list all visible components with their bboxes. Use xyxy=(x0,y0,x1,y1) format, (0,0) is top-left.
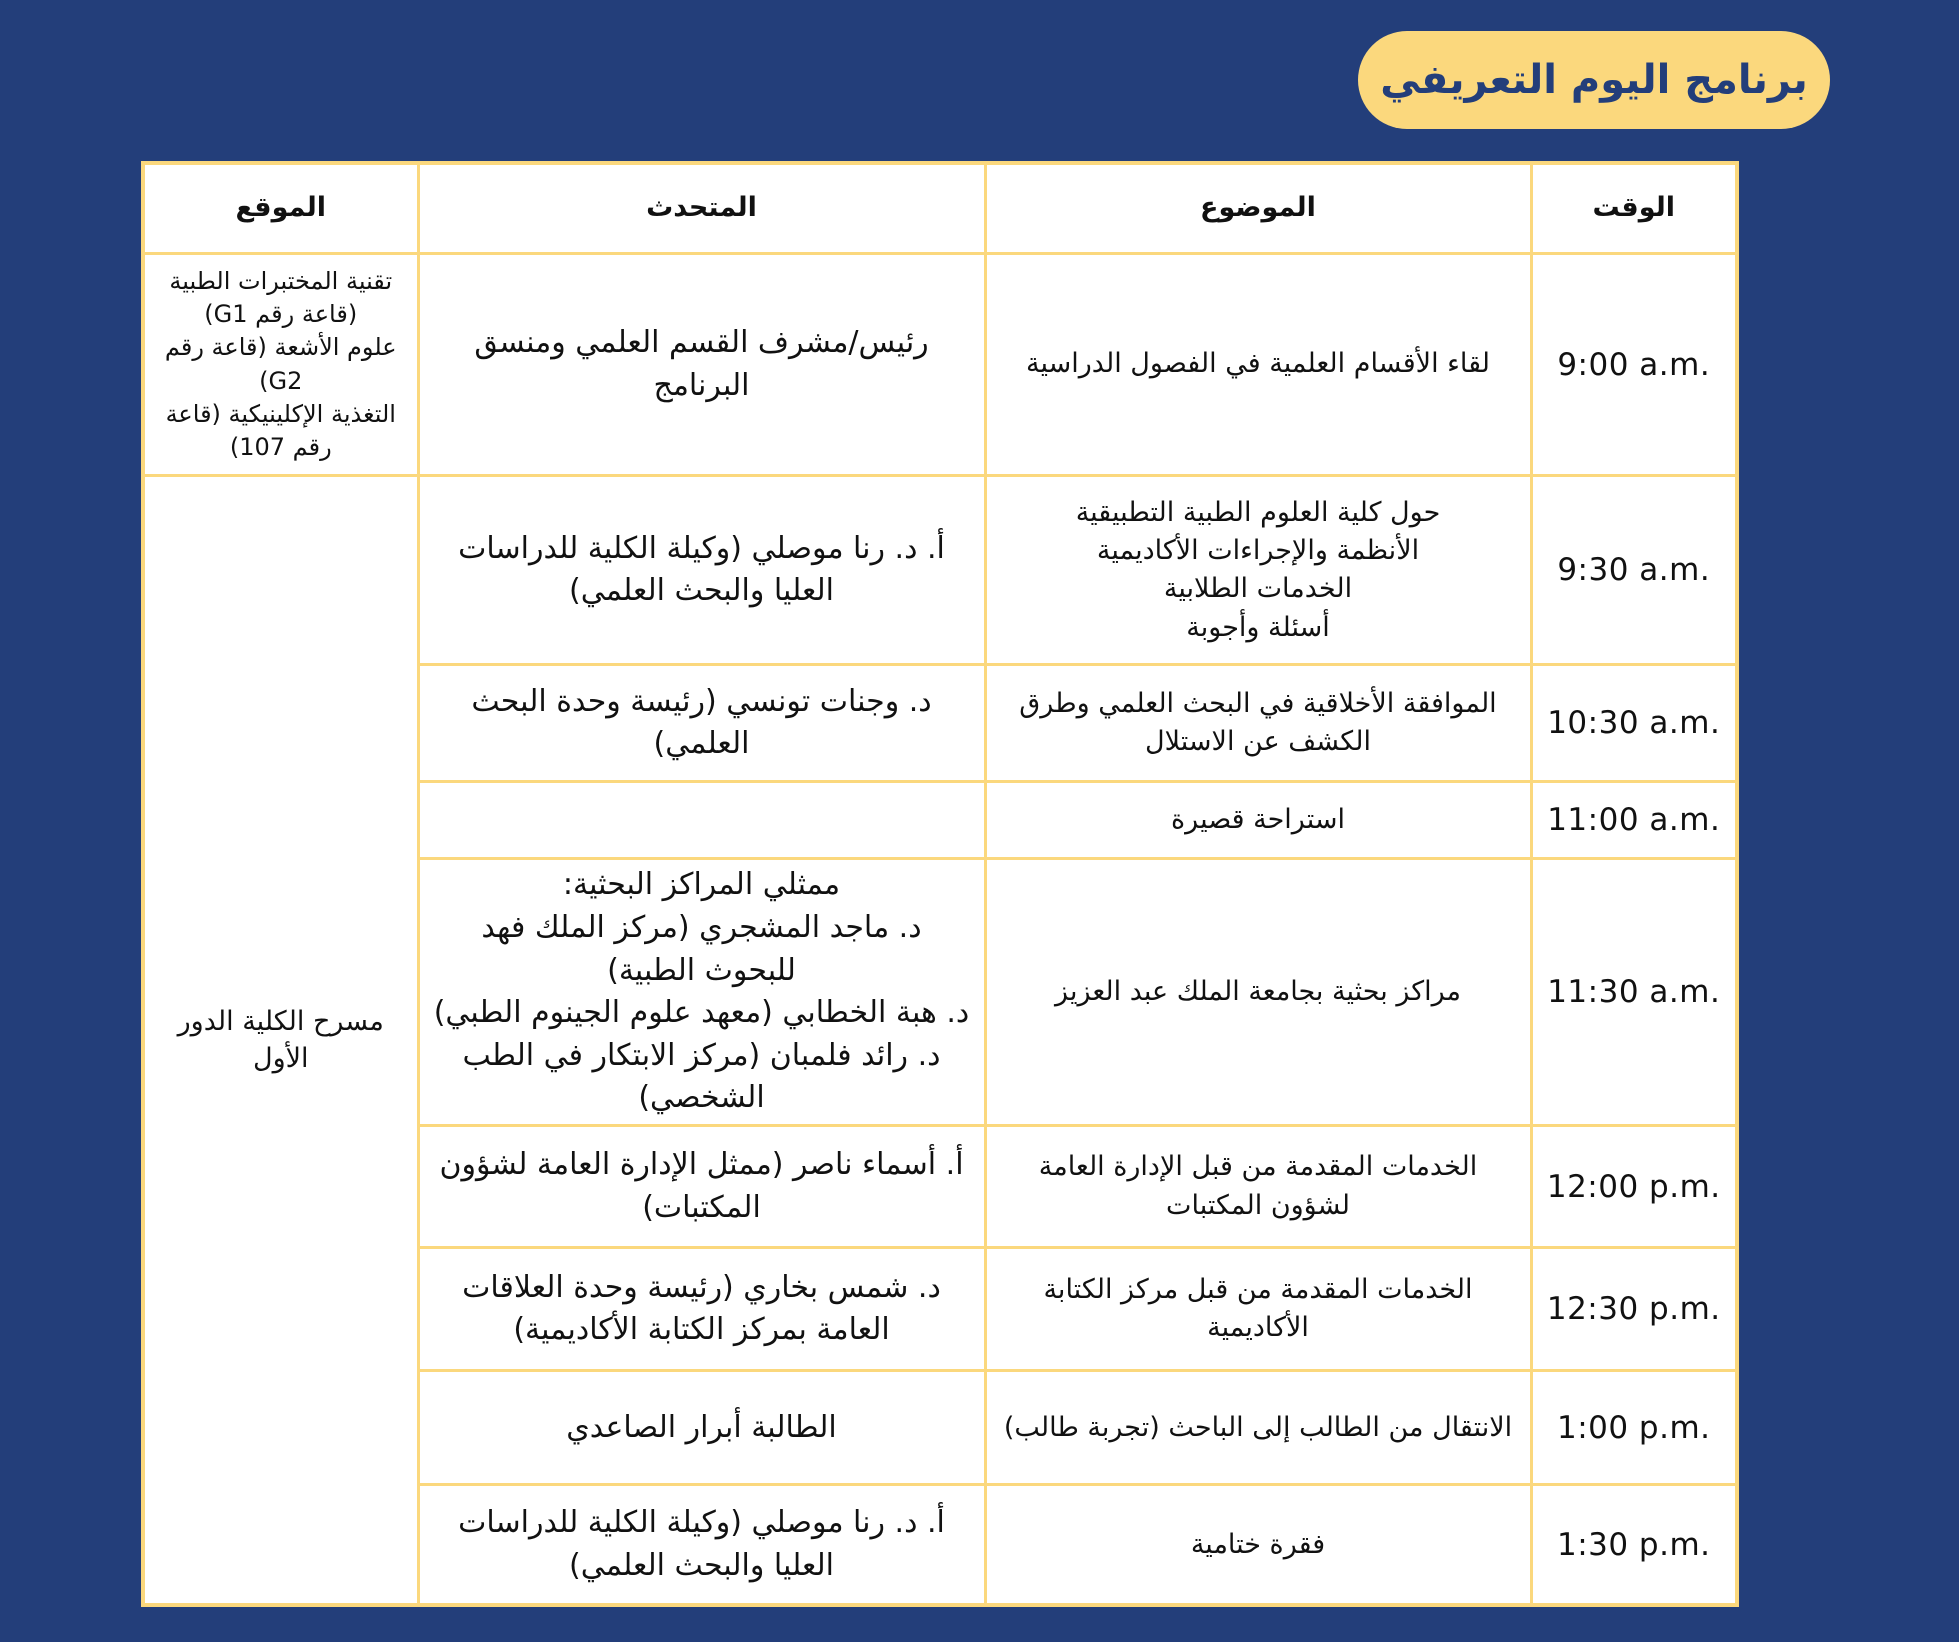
table-header-row xyxy=(143,163,1737,254)
speaker-cell: أ. د. رنا موصلي (وكيلة الكلية للدراسات العليا والبحث العلمي) xyxy=(418,476,985,665)
speaker-cell: الطالبة أبرار الصاعدي xyxy=(418,1371,985,1485)
table-row xyxy=(143,476,1737,665)
topic-cell: مراكز بحثية بجامعة الملك عبد العزيز xyxy=(985,859,1531,1126)
schedule-table xyxy=(141,161,1739,1607)
topic-cell: حول كلية العلوم الطبية التطبيقية الأنظمة والإجراءات الأكاديمية الخدمات الطلابية أسئلة وأجوبة xyxy=(985,476,1531,665)
schedule-table-container xyxy=(141,161,1735,1607)
topic-cell: الخدمات المقدمة من قبل الإدارة العامة لشؤون المكتبات xyxy=(985,1126,1531,1248)
speaker-cell: أ. د. رنا موصلي (وكيلة الكلية للدراسات العليا والبحث العلمي) xyxy=(418,1485,985,1605)
time-cell: 1:30 p.m. xyxy=(1531,1485,1737,1605)
location-cell: تقنية المختبرات الطبية (قاعة رقم G1) علوم الأشعة (قاعة رقم G2) التغذية الإكلينيكية (قاعة رقم 107) xyxy=(143,254,418,476)
table-row xyxy=(143,254,1737,476)
column-header-time: الوقت xyxy=(1531,163,1737,254)
page-title: برنامج اليوم التعريفي xyxy=(1380,57,1808,103)
column-header-topic: الموضوع xyxy=(985,163,1531,254)
topic-cell: استراحة قصيرة xyxy=(985,782,1531,859)
speaker-cell: د. شمس بخاري (رئيسة وحدة العلاقات العامة بمركز الكتابة الأكاديمية) xyxy=(418,1248,985,1371)
speaker-cell: ممثلي المراكز البحثية: د. ماجد المشجري (مركز الملك فهد للبحوث الطبية) د. هبة الخطابي (معهد علوم الجينوم الطبي) د. رائد فلمبان (مركز الابتكار في الطب الشخصي) xyxy=(418,859,985,1126)
topic-cell: فقرة ختامية xyxy=(985,1485,1531,1605)
speaker-cell: د. وجنات تونسي (رئيسة وحدة البحث العلمي) xyxy=(418,665,985,782)
column-header-speaker: المتحدث xyxy=(418,163,985,254)
time-cell: 9:00 a.m. xyxy=(1531,254,1737,476)
topic-cell: الخدمات المقدمة من قبل مركز الكتابة الأكاديمية xyxy=(985,1248,1531,1371)
time-cell: 11:30 a.m. xyxy=(1531,859,1737,1126)
page-title-badge xyxy=(1358,31,1830,129)
speaker-cell: رئيس/مشرف القسم العلمي ومنسق البرنامج xyxy=(418,254,985,476)
speaker-cell: أ. أسماء ناصر (ممثل الإدارة العامة لشؤون المكتبات) xyxy=(418,1126,985,1248)
topic-cell: الانتقال من الطالب إلى الباحث (تجربة طالب) xyxy=(985,1371,1531,1485)
time-cell: 10:30 a.m. xyxy=(1531,665,1737,782)
shared-location-cell: مسرح الكلية الدور الأول xyxy=(143,476,418,1605)
column-header-location: الموقع xyxy=(143,163,418,254)
time-cell: 12:30 p.m. xyxy=(1531,1248,1737,1371)
topic-cell: لقاء الأقسام العلمية في الفصول الدراسية xyxy=(985,254,1531,476)
time-cell: 11:00 a.m. xyxy=(1531,782,1737,859)
topic-cell: الموافقة الأخلاقية في البحث العلمي وطرق الكشف عن الاستلال xyxy=(985,665,1531,782)
time-cell: 9:30 a.m. xyxy=(1531,476,1737,665)
speaker-cell xyxy=(418,782,985,859)
time-cell: 1:00 p.m. xyxy=(1531,1371,1737,1485)
time-cell: 12:00 p.m. xyxy=(1531,1126,1737,1248)
